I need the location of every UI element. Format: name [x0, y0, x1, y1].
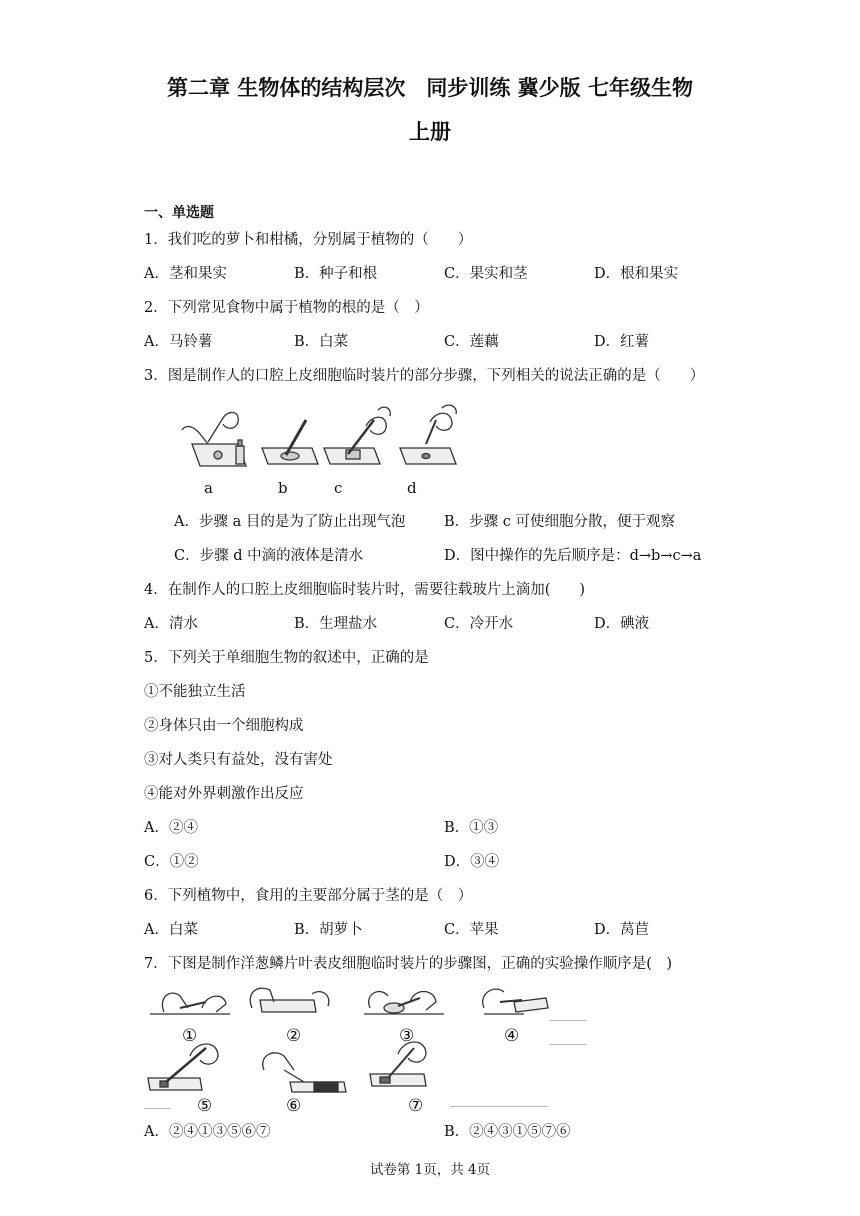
q1-option-c[interactable]: C．果实和茎: [444, 266, 528, 282]
q7-label-3: ③: [399, 1026, 415, 1046]
q7-figure: [144, 978, 594, 1118]
q3-figure: [178, 400, 468, 500]
q1-option-d[interactable]: D．根和果实: [594, 266, 679, 282]
q7-option-b[interactable]: B．②④③①⑤⑦⑥: [444, 1124, 571, 1140]
question-6-stem: 6．下列植物中，食用的主要部分属于茎的是（ ）: [144, 888, 473, 904]
question-5-stem: 5．下列关于单细胞生物的叙述中，正确的是: [144, 650, 429, 666]
q7-label-6: ⑥: [286, 1096, 302, 1116]
q5-statement-3: ③对人类只有益处，没有害处: [144, 752, 333, 768]
q6-option-d[interactable]: D．莴苣: [594, 922, 650, 938]
figure-edge-mark: [550, 1020, 586, 1021]
q2-option-d[interactable]: D．红薯: [594, 334, 650, 350]
q2-option-a[interactable]: A．马铃薯: [144, 334, 213, 350]
q5-option-a[interactable]: A．②④: [144, 820, 198, 836]
question-7-stem: 7．下图是制作洋葱鳞片叶表皮细胞临时装片的步骤图，正确的实验操作顺序是( ): [144, 956, 673, 972]
q3-label-c: c: [334, 479, 343, 497]
q6-option-c[interactable]: C．苹果: [444, 922, 499, 938]
question-1-stem: 1．我们吃的萝卜和柑橘，分别属于植物的（ ）: [144, 232, 473, 248]
q5-statement-4: ④能对外界刺激作出反应: [144, 786, 304, 802]
q4-option-d[interactable]: D．碘液: [594, 616, 650, 632]
q7-label-7: ⑦: [408, 1096, 424, 1116]
q7-step-5-drawing: [148, 1044, 218, 1090]
q7-label-1: ①: [182, 1026, 198, 1046]
q2-option-b[interactable]: B．白菜: [294, 334, 349, 350]
q6-option-a[interactable]: A．白菜: [144, 922, 198, 938]
q3-step-c-drawing: [324, 407, 390, 464]
q7-step-2-drawing: [250, 988, 329, 1012]
page-footer: 试卷第 1页，共 4页: [369, 1162, 491, 1178]
q3-option-b[interactable]: B．步骤 c 可使细胞分散，便于观察: [444, 514, 675, 530]
q7-step-3-drawing: [364, 992, 444, 1015]
q3-option-d[interactable]: D．图中操作的先后顺序是：d→b→c→a: [444, 548, 702, 564]
q7-step-6-drawing: [263, 1053, 346, 1092]
q5-option-b[interactable]: B．①③: [444, 820, 499, 836]
q5-statement-2: ②身体只由一个细胞构成: [144, 718, 304, 734]
q3-label-a: a: [204, 479, 213, 497]
q5-option-d[interactable]: D．③④: [444, 854, 500, 870]
q4-option-a[interactable]: A．清水: [144, 616, 198, 632]
page-title: 第二章 生物体的结构层次 同步训练 冀少版 七年级生物: [167, 76, 693, 100]
q7-option-a[interactable]: A．②④①③⑤⑥⑦: [144, 1124, 271, 1140]
q3-label-d: d: [407, 479, 417, 497]
q3-step-d-drawing: [400, 405, 456, 464]
question-3-stem: 3．图是制作人的口腔上皮细胞临时装片的部分步骤，下列相关的说法正确的是（ ）: [144, 368, 705, 384]
q7-step-4-drawing: [483, 989, 548, 1014]
q5-option-c[interactable]: C．①②: [144, 854, 199, 870]
q7-step-7-drawing: [370, 1042, 426, 1086]
q3-step-b-drawing: [262, 420, 318, 464]
page-title-continued: 上册: [409, 120, 451, 144]
figure-edge-mark: [550, 1044, 586, 1045]
q4-option-b[interactable]: B．生理盐水: [294, 616, 378, 632]
q5-statement-1: ①不能独立生活: [144, 684, 246, 700]
section-heading: 一、单选题: [144, 205, 214, 221]
q1-option-b[interactable]: B．种子和根: [294, 266, 378, 282]
q3-steps-illustration: [178, 400, 468, 500]
q7-label-2: ②: [286, 1026, 302, 1046]
q7-steps-illustration: [144, 978, 594, 1118]
q4-option-c[interactable]: C．冷开水: [444, 616, 514, 632]
question-4-stem: 4．在制作人的口腔上皮细胞临时装片时，需要往载玻片上滴加( ): [144, 582, 586, 598]
q7-step-1-drawing: [150, 993, 230, 1014]
q3-step-a-drawing: [182, 412, 246, 466]
figure-edge-mark: [144, 1108, 170, 1109]
q7-label-4: ④: [504, 1026, 520, 1046]
q3-option-a[interactable]: A．步骤 a 目的是为了防止出现气泡: [174, 514, 406, 530]
q1-option-a[interactable]: A．茎和果实: [144, 266, 227, 282]
q2-option-c[interactable]: C．莲藕: [444, 334, 499, 350]
q3-label-b: b: [278, 479, 288, 497]
q6-option-b[interactable]: B．胡萝卜: [294, 922, 363, 938]
q7-label-5: ⑤: [197, 1096, 213, 1116]
figure-edge-mark: [450, 1106, 548, 1107]
question-2-stem: 2．下列常见食物中属于植物的根的是（ ）: [144, 300, 429, 316]
q3-option-c[interactable]: C．步骤 d 中滴的液体是清水: [174, 548, 364, 564]
